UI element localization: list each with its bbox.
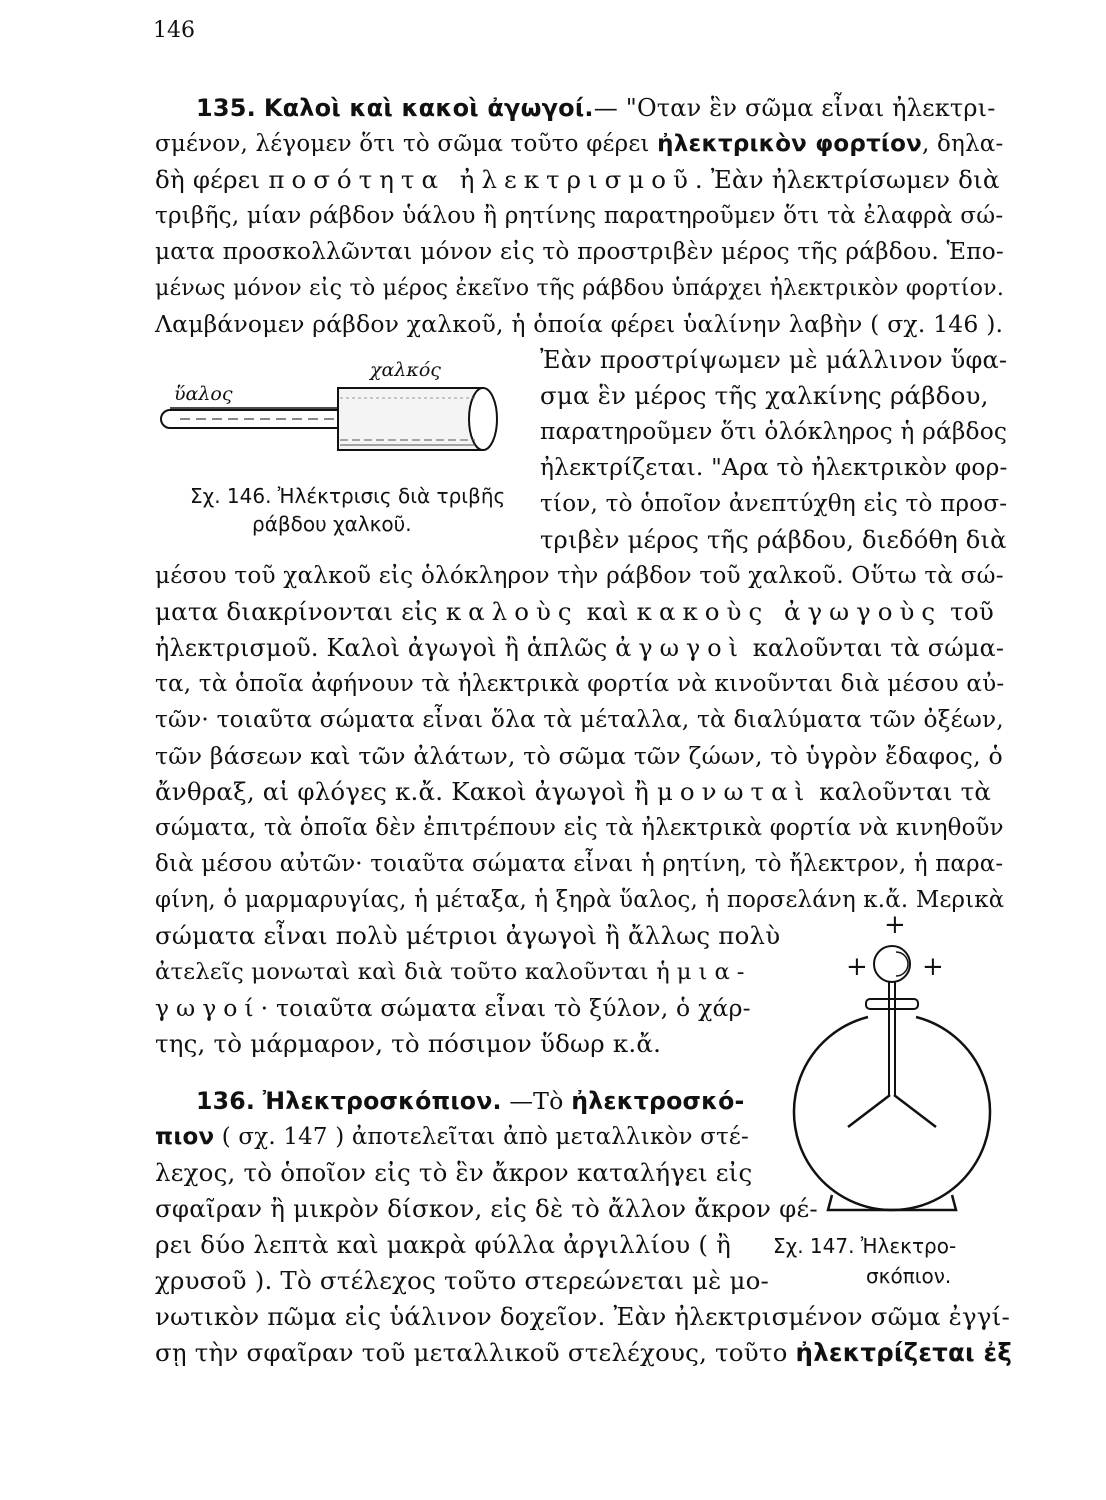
section-136-title: Ἠλεκτροσκόπιον. [262,1087,502,1115]
label-glass: ὕαλος [174,383,233,405]
label-copper: χαλκός [370,359,441,381]
figure-147-caption-2: σκόπιον. [866,1264,952,1288]
insulating-stopper [866,999,918,1009]
section-135-line-11: ἠλεκτρίζεται. "Αρα τὸ ἠλεκτρικὸν φορ- [540,454,1008,481]
section-135-line-19: τῶν βάσεων καὶ τῶν ἀλάτων, τὸ σῶμα τῶν ζώων, τὸ ὑγρὸν ἔδαφος, ὁ [155,742,1003,770]
section-135-line-21: σώματα, τὰ ὁποῖα δὲν ἐπιτρέπουν εἰς τὰ ἠλεκτρικὰ φορτία νὰ κινηθοῦν [155,815,1004,841]
copper-rod [338,388,497,450]
section-135-line-15: ματα διακρίνονται εἰς καλοὺς καὶ κακοὺς ἀγωγοὺς τοῦ [155,597,994,626]
section-136-line-6: χρυσοῦ ). Τὸ στέλεχος τοῦτο στερεώνεται μὲ μο- [155,1266,770,1295]
section-135-line-13: τριβὲν μέρος τῆς ράβδου, διεδόθη διὰ [540,526,1007,554]
term-conductors: ἀγωγοὶ [615,634,745,662]
figure-146-caption-2: ράβδου χαλκοῦ. [252,512,412,536]
plus-left: + [846,952,868,982]
section-135-line-25: ἀτελεῖς μονωταὶ καὶ διὰ τοῦτο καλοῦνται ἡμια- [155,959,752,985]
section-136-line-3: λεχος, τὸ ὁποῖον εἰς τὸ ἓν ἄκρον καταλήγει εἰς [155,1158,753,1187]
term-insulators: μονωταὶ [656,777,812,806]
vessel-base [828,1195,956,1210]
section-135-line-20: ἄνθραξ, αἱ φλόγες κ.ἄ. Κακοὶ ἀγωγοὶ ἢ μονωταὶ καλοῦνται τὰ [155,777,992,806]
term-semiconductors-part2: γωγοί [155,994,261,1022]
section-136-line-8: σῃ τὴν σφαῖραν τοῦ μεταλλικοῦ στελέχους, τοῦτο ἠλεκτρίζεται ἐξ [155,1338,1013,1367]
term-bad-conductors: κακοὺς ἀγωγοὺς [636,597,943,626]
section-135-line-26: γωγοί· τοιαῦτα σώματα εἶναι τὸ ξύλον, ὁ χάρ- [155,994,751,1022]
section-135-line-14: μέσου τοῦ χαλκοῦ εἰς ὁλόκληρον τὴν ράβδον τοῦ χαλκοῦ. Οὕτω τὰ σώ- [155,563,1004,589]
section-135-title: Καλοὶ καὶ κακοὶ ἀγωγοί. [263,94,594,122]
section-135-line-4: τριβῆς, μίαν ράβδον ὑάλου ἢ ρητίνης παρατηροῦμεν ὅτι τὰ ἐλαφρὰ σώ- [155,203,1004,229]
leaf-right [894,1095,936,1127]
section-136-line-2: πιον ( σχ. 147 ) ἀποτελεῖται ἀπὸ μεταλλικὸν στέ- [155,1124,749,1150]
term-becomes-electrified: ἠλεκτρίζεται ἐξ [795,1338,1013,1367]
leaf-left [848,1095,890,1127]
term-electroscope-part1: ἠλεκτροσκό- [571,1087,745,1115]
section-135-line-18: τῶν· τοιαῦτα σώματα εἶναι ὅλα τὰ μέταλλα, τὰ διαλύματα τῶν ὀξέων, [155,706,1004,733]
term-electric-charge: ἠλεκτρικὸν φορτίον [657,131,922,157]
section-135-line-5: ματα προσκολλῶνται μόνον εἰς τὸ προστριβὲν μέρος τῆς ράβδου. Ἑπο- [155,238,1004,265]
plus-top: + [884,910,906,940]
section-136-line-4: σφαῖραν ἢ μικρὸν δίσκον, εἰς δὲ τὸ ἄλλον ἄκρον φέ- [155,1194,818,1223]
section-135-line-10: παρατηροῦμεν ὅτι ὁλόκληρος ἡ ράβδος [540,418,1008,445]
electroscope-sphere [874,946,910,982]
figure-147-caption-1: Σχ. 147. Ἠλεκτρο- [773,1234,957,1258]
section-135-line-12: τίον, τὸ ὁποῖον ἀνεπτύχθη εἰς τὸ προσ- [540,491,1008,517]
section-135-line-8: Ἐὰν προστρίψωμεν μὲ μάλλινον ὕφα- [540,346,1008,374]
section-135-line-2: σμένον, λέγομεν ὅτι τὸ σῶμα τοῦτο φέρει ἠλεκτρικὸν φορτίον, δηλα- [155,131,1004,157]
page-number: 146 [153,18,195,43]
section-135-line-9: σμα ἓν μέρος τῆς χαλκίνης ράβδου, [540,381,989,410]
section-136-line-1: 136. Ἠλεκτροσκόπιον. —Τὸ ἠλεκτροσκό- [196,1087,745,1115]
section-135-line-23: φίνη, ὁ μαρμαρυγίας, ἡ μέταξα, ἡ ξηρὰ ὕαλος, ἡ πορσελάνη κ.ἄ. Μερικὰ [155,887,1005,913]
section-135-line-1: 135. Καλοὶ καὶ κακοὶ ἀγωγοί.— "Οταν ἓν σῶμα εἶναι ἠλεκτρι- [196,94,996,122]
section-135-line-6: μένως μόνον εἰς τὸ μέρος ἐκεῖνο τῆς ράβδου ὑπάρχει ἠλεκτρικὸν φορτίον. [155,275,1005,301]
term-good: καλοὺς [445,597,579,626]
plus-right: + [922,952,944,982]
section-135-line-16: ἠλεκτρισμοῦ. Καλοὶ ἀγωγοὶ ἢ ἁπλῶς ἀγωγοὶ καλοῦνται τὰ σώμα- [155,634,1005,662]
section-135-line-22: διὰ μέσου αὐτῶν· τοιαῦτα σώματα εἶναι ἡ ρητίνη, τὸ ἤλεκτρον, ἡ παρα- [155,851,1004,877]
section-136-line-7: νωτικὸν πῶμα εἰς ὑάλινον δοχεῖον. Ἐὰν ἠλεκτρισμένον σῶμα ἐγγί- [155,1302,1010,1331]
glass-vessel [794,1017,990,1210]
section-135-line-27: της, τὸ μάρμαρον, τὸ πόσιμον ὕδωρ κ.ἄ. [155,1029,662,1058]
figure-146-caption-1: Σχ. 146. Ἠλέκτρισις διὰ τριβῆς [190,484,506,508]
glass-handle [161,410,338,428]
section-136-number: 136. [196,1087,256,1115]
term-electroscope-part2: πιον [155,1124,215,1150]
section-135-line-17: τα, τὰ ὁποῖα ἀφήνουν τὰ ἠλεκτρικὰ φορτία νὰ κινοῦνται διὰ μέσου αὐ- [155,671,1005,697]
section-135-line-24: σώματα εἶναι πολὺ μέτριοι ἀγωγοὶ ἢ ἄλλως πολὺ [155,921,781,950]
section-135-line-3: δὴ φέρει ποσότητα ἠλεκτρισμοῦ. Ἐὰν ἠλεκτρίσωμεν διὰ [155,165,1000,194]
term-semiconductors-part1: ἡμια- [656,959,752,985]
section-136-line-5: ρει δύο λεπτὰ καὶ μακρὰ φύλλα ἀργιλλίου ( ἢ [155,1230,731,1259]
term-quantity-of-electricity: ποσότητα ἠλεκτρισμοῦ [268,165,695,194]
figure-147-drawing [780,905,1000,1235]
section-135-number: 135. [196,94,256,122]
figure-146-drawing [160,358,520,478]
section-135-line-7: Λαμβάνομεν ράβδον χαλκοῦ, ἡ ὁποία φέρει ὑαλίνην λαβὴν ( σχ. 146 ). [155,310,1004,338]
